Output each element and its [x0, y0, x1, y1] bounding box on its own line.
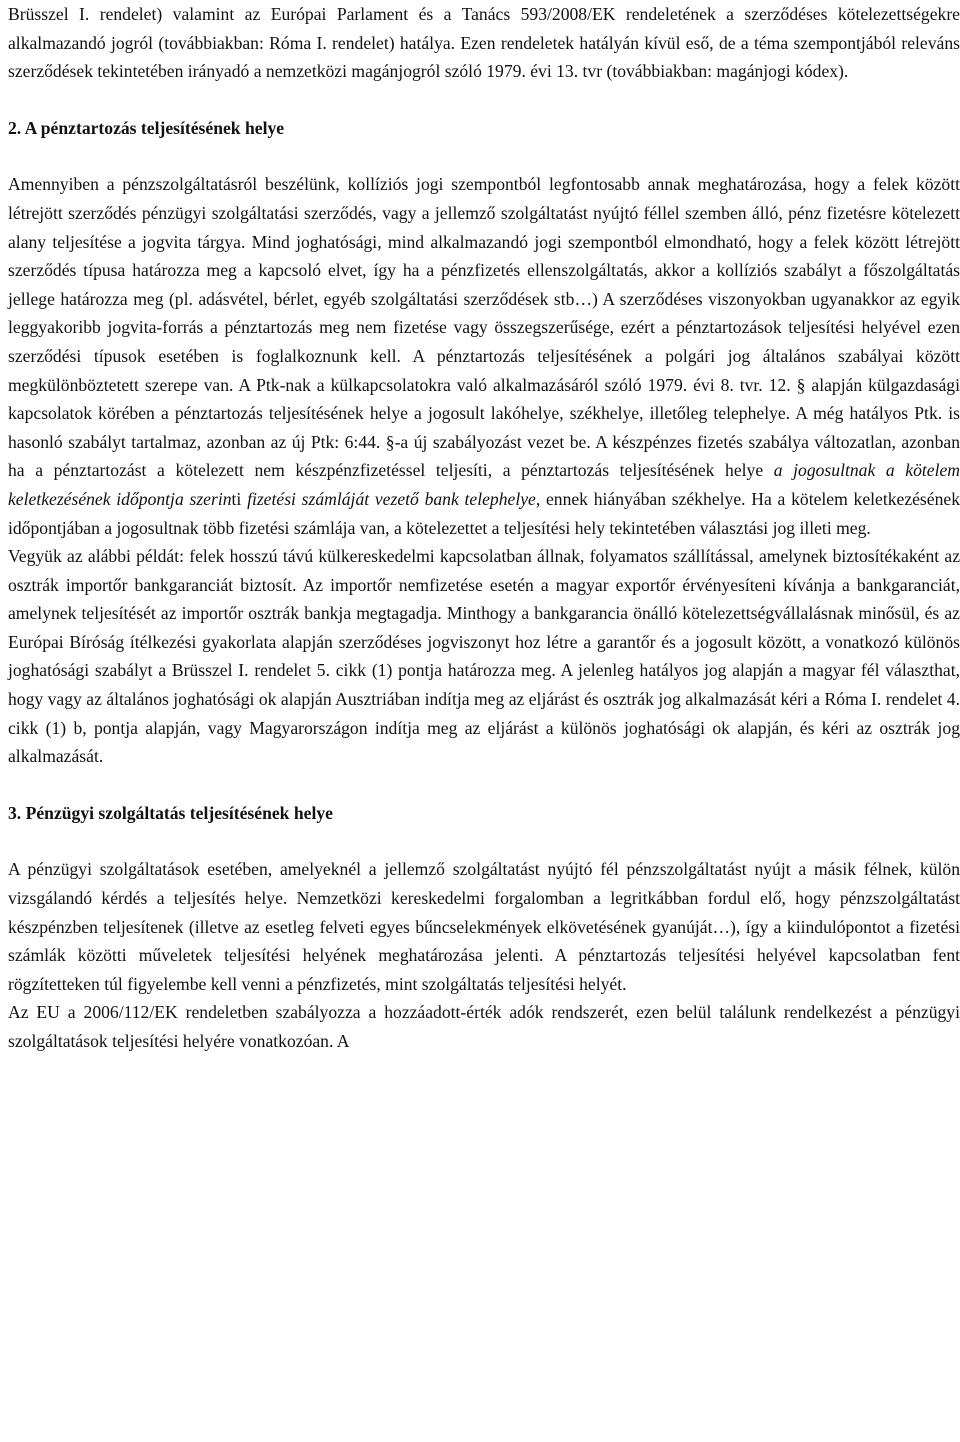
section-3-paragraph-2: Az EU a 2006/112/EK rendeletben szabályozza a hozzáadott-érték adók rendszerét, ezen belül találunk rendelkezést a pénzügyi szolgáltatások teljesítési helyére vonatkozóan. A: [8, 1002, 960, 1051]
section-sign-2: §: [385, 431, 395, 452]
section-2-number: 2.: [8, 117, 22, 138]
intro-paragraph: Brüsszel I. rendelet) valamint az Európai Parlament és a Tanács 593/2008/EK rendeletének a szerződéses kötelezettségekre alkalmazandó jogról (továbbiakban: Róma I. rendelet) hatálya. Ezen rendeletek hatályán kívül eső, de a téma szempontjából releváns szerződések tekintetében irányadó a nemzetközi magánjogról szóló 1979. évi 13. tvr (továbbiakban: magánjogi kódex).: [8, 4, 960, 82]
section-3-number: 3.: [8, 802, 22, 823]
section-2-p1-italic: a jogosultnak a kötelem keletkezésének időpontja szerin: [8, 460, 960, 509]
section-2-p1-ti: ti: [231, 488, 248, 509]
section-2-heading: [8, 114, 960, 143]
section-2-p1-part-d: , ennek hiányában székhelye. Ha a kötelem keletkezésének időpontjában a jogosultnak több fizetési számlája van, a kötelezettet a teljesítési hely tekintetében választási jog illeti meg.: [8, 488, 960, 538]
section-2-p1-part-a: Amennyiben a pénzszolgáltatásról beszélünk, kollíziós jogi szempontból legfontosabb annak meghatározása, hogy a felek között létrejött szerződés pénzügyi szolgáltatási szerződés, vagy a jellemző szolgáltatást nyújtó féllel szemben álló, pénz fizetésre kötelezett alany teljesítése a jogvita tárgya. Mind joghatósági, mind alkalmazandó jogi szempontból elmondható, hogy a felek között létrejött szerződés típusa határozza meg a kapcsoló elvet, így ha a pénzfizetés ellenszolgáltatás, akkor a kollíziós szabályt a főszolgáltatás jellege határozza meg (pl. adásvétel, bérlet, egyéb szolgáltatási szerződések stb…) A szerződéses viszonyokban ugyanakkor az egyik leggyakoribb jogvita-forrás a pénztartozás meg nem fizetése vagy összegszerűsége, ezért a pénztartozások teljesítési helyével ezen szerződési típusok esetében is foglalkoznunk kell. A pénztartozás teljesítésének a polgári jog általános szabályai között megkülönböztetett szerepe van. A Ptk-nak a külkapcsolatokra való alkalmazásáról szóló 1979. évi 8. tvr. 12.: [8, 174, 960, 395]
section-3-title: Pénzügyi szolgáltatás teljesítésének helye: [25, 802, 333, 823]
section-2-p1-part-b: alapján külgazdasági kapcsolatok körében a pénztartozás teljesítésének helye a jogosult lakóhelye, székhelye, illetőleg telephelye. A még hatályos Ptk. is hasonló szabályt tartalmaz, azonban az új Ptk: 6:44.: [8, 374, 960, 452]
section-3-paragraph-1: A pénzügyi szolgáltatások esetében, amelyeknél a jellemző szolgáltatást nyújtó fél pénzszolgáltatást nyújt a másik félnek, külön vizsgálandó kérdés a teljesítés helye. Nemzetközi kereskedelmi forgalomban a legritkábban fordul elő, hogy pénzszolgáltatást készpénzben teljesítenek (illetve az esetleg felveti egyes bűncselekmények elkövetésének gyanúját…), így a kiindulópontot a fizetési számlák közötti műveletek teljesítési helyének meghatározása jelenti. A pénztartozás teljesítési helyével kapcsolatban fent rögzítetteken túl figyelembe kell venni a pénzfizetés, mint szolgáltatás teljesítési helyét.: [8, 859, 960, 994]
section-2-p1-italic-2: fizetési számláját vezető bank telephelye: [247, 488, 536, 509]
section-3-heading: [8, 799, 960, 828]
section-2-p1-part-c: -a új szabályozást vezet be. A készpénzes fizetés szabálya változatlan, azonban ha a pénztartozást a kötelezett nem készpénzfizetéssel teljesíti, a pénztartozás teljesítésének helye: [8, 431, 960, 481]
section-2-paragraph-2: Vegyük az alábbi példát: felek hosszú távú külkereskedelmi kapcsolatban állnak, folyamatos szállítással, amelynek biztosítékaként az osztrák importőr bankgaranciát biztosít. Az importőr nemfizetése esetén a magyar exportőr érvényesíteni kívánja a bankgaranciát, amelynek teljesítését az importőr osztrák bankja megtagadja. Minthogy a bankgarancia önálló kötelezettségvállalásnak minősül, és az Európai Bíróság ítélkezési gyakorlata alapján szerződéses jogviszonyt hoz létre a garantőr és a jogosult között, a vonatkozó különös joghatósági szabályt a Brüsszel I. rendelet 5. cikk (1) pontja határozza meg. A jelenleg hatályos jog alapján a magyar fél választhat, hogy vagy az általános joghatósági ok alapján Ausztriában indítja meg az eljárást és osztrák jog alkalmazását kéri a Róma I. rendelet 4. cikk (1) b, pontja alapján, vagy Magyarországon indítja meg az eljárást a különös joghatósági ok alapján, és kéri az osztrák jog alkalmazását.: [8, 546, 960, 767]
section-2-paragraph-1: [8, 170, 960, 542]
section-sign: §: [796, 374, 806, 395]
section-2-title: A pénztartozás teljesítésének helye: [24, 117, 285, 138]
